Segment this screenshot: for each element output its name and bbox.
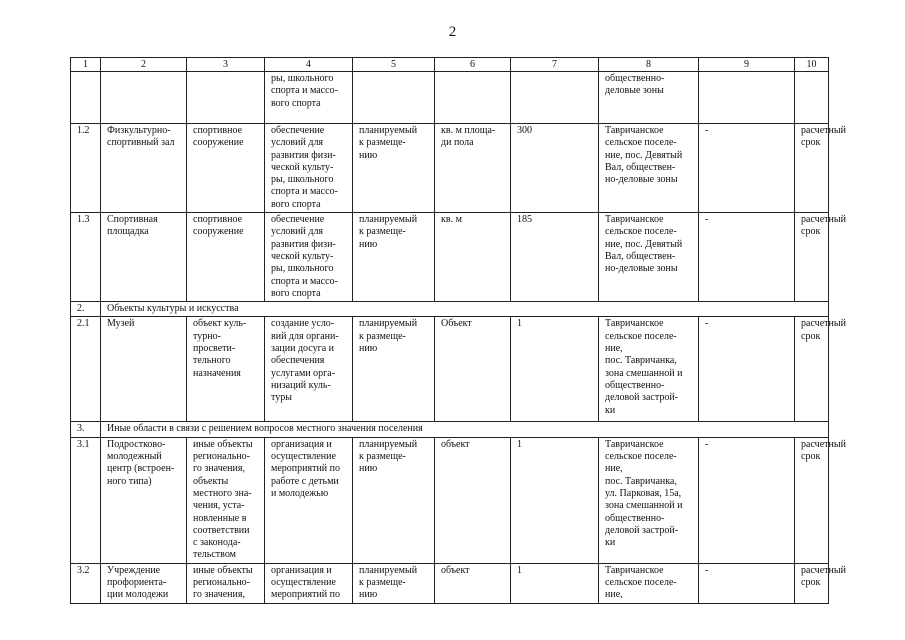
capacity-cell: 1 [511, 317, 599, 422]
unit-cell: объект [435, 437, 511, 563]
column-number: 8 [599, 58, 699, 72]
column-number-row [71, 58, 829, 72]
unit-cell: Объект [435, 317, 511, 422]
implementation-term-cell [795, 72, 829, 124]
location-cell: Тавричанское сельское поселе- ние, пос. Тавричанка, зона смешанной и общественно- деловой застрой- ки [599, 317, 699, 422]
zones-cell: - [699, 563, 795, 603]
object-purpose-cell: обеспечение условий для развития физи- ческой культу- ры, школьного спорта и массо- вого спорта [265, 213, 353, 302]
implementation-term-cell: расчетный срок [795, 213, 829, 302]
implementation-term-cell: расчетный срок [795, 124, 829, 213]
capacity-cell [511, 72, 599, 124]
object-type-cell: иные объекты регионально- го значения, объекты местного зна- чения, уста- новленные в соответствии с законода- тельством [187, 437, 265, 563]
column-number: 6 [435, 58, 511, 72]
column-number: 5 [353, 58, 435, 72]
location-cell: Тавричанское сельское поселе- ние, пос. Девятый Вал, обществен- но-деловые зоны [599, 124, 699, 213]
object-status-cell [353, 72, 435, 124]
capacity-cell: 185 [511, 213, 599, 302]
zones-cell: - [699, 124, 795, 213]
object-status-cell: планируемый к размеще- нию [353, 317, 435, 422]
object-name-cell: Физкультурно- спортивный зал [101, 124, 187, 213]
row-number-cell: 3.1 [71, 437, 101, 563]
location-cell: Тавричанское сельское поселе- ние, [599, 563, 699, 603]
location-cell: Тавричанское сельское поселе- ние, пос. Тавричанка, ул. Парковая, 15а, зона смешанной и общественно- деловой застрой- ки [599, 437, 699, 563]
unit-cell: объект [435, 563, 511, 603]
section-row [71, 302, 829, 317]
object-status-cell: планируемый к размеще- нию [353, 213, 435, 302]
column-number: 2 [101, 58, 187, 72]
object-name-cell [101, 72, 187, 124]
object-type-cell: объект куль- турно- просвети- тельного назначения [187, 317, 265, 422]
table-row [71, 437, 829, 563]
column-number: 4 [265, 58, 353, 72]
object-type-cell [187, 72, 265, 124]
unit-cell: кв. м площа- ди пола [435, 124, 511, 213]
column-number: 3 [187, 58, 265, 72]
unit-cell: кв. м [435, 213, 511, 302]
zones-cell: - [699, 317, 795, 422]
location-cell: Тавричанское сельское поселе- ние, пос. Девятый Вал, обществен- но-деловые зоны [599, 213, 699, 302]
column-number: 9 [699, 58, 795, 72]
capacity-cell: 1 [511, 563, 599, 603]
object-purpose-cell: организация и осуществление мероприятий по [265, 563, 353, 603]
section-title: Иные области в связи с решением вопросов местного значения поселения [101, 422, 829, 437]
object-name-cell: Учреждение профориента- ции молодежи [101, 563, 187, 603]
object-name-cell: Музей [101, 317, 187, 422]
implementation-term-cell: расчетный срок [795, 563, 829, 603]
table-row [71, 72, 829, 124]
object-type-cell: спортивное сооружение [187, 213, 265, 302]
object-purpose-cell: обеспечение условий для развития физи- ческой культу- ры, школьного спорта и массо- вого спорта [265, 124, 353, 213]
row-number-cell [71, 72, 101, 124]
unit-cell [435, 72, 511, 124]
section-number: 3. [71, 422, 101, 437]
row-number-cell: 1.2 [71, 124, 101, 213]
object-name-cell: Спортивная площадка [101, 213, 187, 302]
object-purpose-cell: создание усло- вий для органи- зации досуга и обеспечения услугами орга- низаций куль- туры [265, 317, 353, 422]
zones-cell [699, 72, 795, 124]
capacity-cell: 300 [511, 124, 599, 213]
table-row [71, 563, 829, 603]
table-row [71, 213, 829, 302]
section-row [71, 422, 829, 437]
planned-objects-table [70, 57, 846, 604]
row-number-cell: 3.2 [71, 563, 101, 603]
zones-cell: - [699, 437, 795, 563]
object-purpose-cell: ры, школьного спорта и массо- вого спорта [265, 72, 353, 124]
object-type-cell: спортивное сооружение [187, 124, 265, 213]
object-purpose-cell: организация и осуществление мероприятий по работе с детьми и молодежью [265, 437, 353, 563]
table-row [71, 124, 829, 213]
table-row [71, 317, 829, 422]
row-number-cell: 1.3 [71, 213, 101, 302]
object-status-cell: планируемый к размеще- нию [353, 563, 435, 603]
section-title: Объекты культуры и искусства [101, 302, 829, 317]
implementation-term-cell: расчетный срок [795, 317, 829, 422]
column-number: 1 [71, 58, 101, 72]
object-type-cell: иные объекты регионально- го значения, [187, 563, 265, 603]
location-cell: общественно- деловые зоны [599, 72, 699, 124]
object-status-cell: планируемый к размеще- нию [353, 437, 435, 563]
implementation-term-cell: расчетный срок [795, 437, 829, 563]
capacity-cell: 1 [511, 437, 599, 563]
column-number: 7 [511, 58, 599, 72]
object-name-cell: Подростково- молодежный центр (встроен- ного типа) [101, 437, 187, 563]
row-number-cell: 2.1 [71, 317, 101, 422]
zones-cell: - [699, 213, 795, 302]
column-number: 10 [795, 58, 829, 72]
section-number: 2. [71, 302, 101, 317]
page-number: 2 [448, 24, 457, 40]
object-status-cell: планируемый к размеще- нию [353, 124, 435, 213]
